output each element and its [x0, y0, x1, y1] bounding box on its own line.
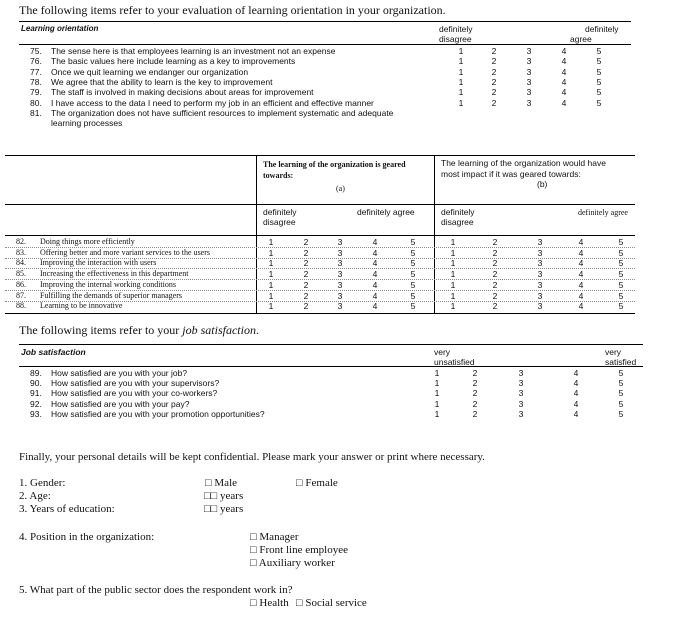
learning-left-anchor: definitely disagree [439, 24, 473, 44]
item-number: 80. [30, 97, 42, 108]
scale-option[interactable]: 4 [573, 388, 579, 399]
scale-option[interactable]: 3 [526, 76, 532, 87]
geared-a-left-anchor: definitely disagree [263, 207, 297, 227]
geared-col-b-header: The learning of the organization would have most impact if it was geared towards: [441, 158, 606, 179]
scale-option[interactable]: 2 [491, 56, 497, 67]
position-option-front-line[interactable]: □ Front line employee [250, 544, 348, 556]
female-option[interactable]: □ Female [296, 477, 338, 489]
scale-option-b[interactable]: 2 [492, 290, 498, 301]
scale-option-b[interactable]: 5 [618, 258, 624, 269]
scale-option[interactable]: 1 [434, 388, 440, 399]
item-text: Fulfilling the demands of superior managers [40, 290, 182, 300]
scale-option-a[interactable]: 4 [372, 258, 378, 269]
scale-option[interactable]: 5 [596, 66, 602, 77]
item-number: 91. [30, 388, 42, 399]
item-number: 87. [16, 290, 26, 300]
geared-top-rule [5, 155, 635, 156]
scale-option-a[interactable]: 5 [410, 301, 416, 312]
scale-option-b[interactable]: 5 [618, 269, 624, 280]
item-number: 77. [30, 66, 42, 77]
item-text-continued: learning processes [51, 117, 123, 128]
scale-option-b[interactable]: 1 [450, 290, 456, 301]
sector-option-social[interactable]: □ Social service [296, 597, 367, 609]
scale-option[interactable]: 2 [472, 378, 478, 389]
scale-option[interactable]: 5 [596, 87, 602, 98]
scale-option[interactable]: 4 [573, 378, 579, 389]
scale-option-a[interactable]: 2 [303, 301, 309, 312]
scale-option[interactable]: 3 [526, 97, 532, 108]
geared-bottom-rule [5, 313, 635, 314]
item-number: 79. [30, 87, 42, 98]
scale-option-a[interactable]: 5 [410, 269, 416, 280]
scale-option[interactable]: 4 [561, 87, 567, 98]
item-number: 75. [30, 46, 42, 56]
item-text: Improving the interaction with users [40, 258, 157, 268]
item-number: 81. [30, 107, 42, 118]
scale-option[interactable]: 1 [434, 408, 440, 419]
scale-option-a[interactable]: 4 [372, 279, 378, 290]
satisfaction-header-rule [19, 366, 643, 367]
scale-option-a[interactable]: 5 [410, 279, 416, 290]
scale-option-b[interactable]: 4 [578, 258, 584, 269]
scale-option-a[interactable]: 1 [268, 247, 274, 258]
item-text: How satisfied are you with your job? [51, 368, 188, 378]
learning-right-anchor-1: definitely [585, 24, 619, 34]
item-number: 85. [16, 269, 26, 279]
item-text: Once we quit learning we endanger our organization [51, 66, 249, 77]
scale-option[interactable]: 1 [458, 66, 464, 77]
scale-option-a[interactable]: 1 [268, 301, 274, 312]
scale-option[interactable]: 5 [596, 76, 602, 87]
scale-option-a[interactable]: 5 [410, 258, 416, 269]
item-text: How satisfied are you with your pay? [51, 398, 190, 409]
scale-option-b[interactable]: 3 [537, 290, 543, 301]
checkbox-icon[interactable]: □ [250, 557, 259, 569]
scale-option-a[interactable]: 4 [372, 290, 378, 301]
scale-option[interactable]: 2 [472, 408, 478, 419]
scale-option-b[interactable]: 1 [450, 258, 456, 269]
scale-option-a[interactable]: 1 [268, 290, 274, 301]
scale-option-a[interactable]: 4 [372, 269, 378, 280]
scale-option[interactable]: 3 [526, 87, 532, 98]
scale-option-a[interactable]: 1 [268, 279, 274, 290]
scale-option[interactable]: 2 [491, 97, 497, 108]
scale-option[interactable]: 4 [561, 97, 567, 108]
scale-option-a[interactable]: 3 [337, 247, 343, 258]
scale-option[interactable]: 4 [561, 46, 567, 56]
learning-header-rule [19, 44, 631, 45]
scale-option[interactable]: 4 [573, 368, 579, 378]
satisfaction-title: Job satisfaction [21, 347, 86, 357]
item-text: Improving the internal working conditions [40, 279, 176, 289]
scale-option[interactable]: 2 [491, 76, 497, 87]
scale-option[interactable]: 3 [518, 368, 524, 378]
item-number: 76. [30, 56, 42, 67]
scale-option-a[interactable]: 3 [337, 290, 343, 301]
learning-title: Learning orientation [21, 24, 99, 33]
scale-option[interactable]: 2 [472, 368, 478, 378]
item-text: The organization does not have sufficient resources to implement systematic and adequate [51, 107, 394, 118]
scale-option-a[interactable]: 3 [337, 301, 343, 312]
scale-option-a[interactable]: 3 [337, 237, 343, 247]
scale-option-b[interactable]: 2 [492, 247, 498, 258]
scale-option[interactable]: 3 [526, 56, 532, 67]
geared-col-a-header: The learning of the organization is geared towards: [263, 160, 406, 180]
scale-option-b[interactable]: 2 [492, 301, 498, 312]
sector-label: 5. What part of the public sector does the respondent work in? [19, 584, 293, 596]
scale-option[interactable]: 1 [458, 97, 464, 108]
scale-option[interactable]: 1 [434, 368, 440, 378]
scale-option-b[interactable]: 5 [618, 237, 624, 247]
scale-option-b[interactable]: 5 [618, 301, 624, 312]
scale-option[interactable]: 4 [561, 76, 567, 87]
scale-option[interactable]: 2 [491, 46, 497, 56]
geared-col-b-label: (b) [537, 179, 548, 189]
scale-option-b[interactable]: 4 [578, 279, 584, 290]
scale-option[interactable]: 2 [472, 398, 478, 409]
scale-option-b[interactable]: 5 [618, 247, 624, 258]
section-divider [19, 21, 631, 22]
scale-option-b[interactable]: 4 [578, 290, 584, 301]
education-field[interactable]: □□ years [204, 503, 244, 515]
scale-option[interactable]: 3 [518, 378, 524, 389]
learning-right-anchor-2: agree [570, 34, 592, 44]
scale-option[interactable]: 5 [596, 46, 602, 56]
scale-option[interactable]: 5 [618, 378, 624, 389]
scale-option-a[interactable]: 1 [268, 237, 274, 247]
scale-option-b[interactable]: 3 [537, 258, 543, 269]
scale-option[interactable]: 3 [526, 46, 532, 56]
scale-option[interactable]: 2 [491, 87, 497, 98]
scale-option[interactable]: 1 [458, 87, 464, 98]
item-text: The sense here is that employees learning is an investment not an expense [51, 46, 336, 56]
scale-option-b[interactable]: 2 [492, 237, 498, 247]
item-number: 90. [30, 378, 42, 389]
gender-label: 1. Gender: [19, 477, 66, 489]
satisfaction-left-anchor: very unsatisfied [434, 347, 475, 367]
scale-option-a[interactable]: 2 [303, 247, 309, 258]
item-number: 84. [16, 258, 26, 268]
checkbox-icon[interactable]: □ [250, 544, 260, 556]
item-text: I have access to the data I need to perform my job in an efficient and effective manner [51, 97, 374, 108]
item-text: Learning to be innovative [40, 301, 123, 311]
item-text: Increasing the effectiveness in this department [40, 269, 189, 279]
scale-option[interactable]: 4 [573, 398, 579, 409]
scale-option-a[interactable]: 1 [268, 258, 274, 269]
scale-option-a[interactable]: 2 [303, 290, 309, 301]
scale-option-b[interactable]: 1 [450, 301, 456, 312]
item-text: We agree that the ability to learn is the key to improvement [51, 76, 273, 87]
geared-mid-rule [5, 204, 635, 205]
checkbox-icon[interactable]: □ [296, 597, 306, 609]
item-number: 83. [16, 247, 26, 257]
scale-option-a[interactable]: 4 [372, 247, 378, 258]
scale-option[interactable]: 5 [618, 388, 624, 399]
scale-option-a[interactable]: 2 [303, 279, 309, 290]
item-text: How satisfied are you with your promotion opportunities? [51, 408, 265, 419]
item-text: How satisfied are you with your supervisors? [51, 378, 220, 389]
scale-option[interactable]: 3 [518, 388, 524, 399]
scale-option-b[interactable]: 1 [450, 247, 456, 258]
scale-option-a[interactable]: 2 [303, 258, 309, 269]
scale-option[interactable]: 5 [618, 368, 624, 378]
scale-option-b[interactable]: 2 [492, 269, 498, 280]
item-text: Doing things more efficiently [40, 237, 135, 246]
age-label: 2. Age: [19, 490, 51, 502]
geared-header-rule [5, 235, 635, 236]
position-option-manager[interactable]: □ Manager [250, 531, 299, 543]
scale-option[interactable]: 5 [596, 97, 602, 108]
position-option-auxiliary[interactable]: □ Auxiliary worker [250, 557, 335, 569]
satisfaction-top-rule [19, 344, 643, 345]
scale-option[interactable]: 2 [491, 66, 497, 77]
checkbox-icon[interactable]: □ [205, 477, 215, 489]
item-text: The basic values here include learning as a key to improvements [51, 56, 296, 67]
scale-option[interactable]: 1 [458, 76, 464, 87]
scale-option[interactable]: 1 [458, 46, 464, 56]
scale-option[interactable]: 1 [434, 398, 440, 409]
scale-option-b[interactable]: 2 [492, 258, 498, 269]
sector-option-health[interactable]: □ Health [250, 597, 289, 609]
scale-option-a[interactable]: 2 [303, 269, 309, 280]
scale-option[interactable]: 3 [518, 408, 524, 419]
item-text: Offering better and more variant services to the users [40, 247, 211, 257]
item-number: 92. [30, 398, 42, 409]
scale-option-a[interactable]: 1 [268, 269, 274, 280]
item-number: 82. [16, 237, 26, 246]
geared-col-a-label: (a) [336, 184, 345, 193]
geared-a-right-anchor: definitely agree [357, 207, 415, 217]
geared-b-left-anchor: definitely disagree [441, 207, 475, 227]
scale-option[interactable]: 4 [573, 408, 579, 419]
scale-option[interactable]: 5 [596, 56, 602, 67]
scale-option-b[interactable]: 4 [578, 269, 584, 280]
scale-option-b[interactable]: 3 [537, 301, 543, 312]
scale-option-b[interactable]: 3 [537, 269, 543, 280]
scale-option-a[interactable]: 5 [410, 290, 416, 301]
satisfaction-right-anchor: very satisfied [605, 347, 637, 367]
personal-intro: Finally, your personal details will be kept confidential. Please mark your answer or print where necessary. [19, 451, 485, 463]
scale-option[interactable]: 1 [458, 56, 464, 67]
scale-option-b[interactable]: 5 [618, 290, 624, 301]
item-number: 86. [16, 279, 26, 289]
scale-option-b[interactable]: 1 [450, 269, 456, 280]
item-number: 78. [30, 76, 42, 87]
scale-option[interactable]: 3 [526, 66, 532, 77]
scale-option-a[interactable]: 3 [337, 279, 343, 290]
checkbox-icon[interactable]: □ [250, 531, 260, 543]
age-field[interactable]: □□ years [204, 490, 244, 502]
position-label: 4. Position in the organization: [19, 531, 155, 543]
item-text: The staff is involved in making decisions about areas for improvement [51, 87, 314, 98]
scale-option-a[interactable]: 5 [410, 237, 416, 247]
satisfaction-intro: The following items refer to your job satisfaction. [19, 323, 259, 337]
scale-option-b[interactable]: 1 [450, 279, 456, 290]
geared-b-right-anchor: definitely agree [578, 208, 628, 217]
scale-option-a[interactable]: 4 [372, 301, 378, 312]
checkbox-icon[interactable]: □ [250, 597, 260, 609]
input-box-icon[interactable]: □□ [204, 503, 221, 515]
scale-option[interactable]: 1 [434, 378, 440, 389]
scale-option-b[interactable]: 4 [578, 247, 584, 258]
scale-option[interactable]: 5 [618, 408, 624, 419]
item-text: How satisfied are you with your co-workers? [51, 388, 218, 399]
scale-option-a[interactable]: 4 [372, 237, 378, 247]
scale-option[interactable]: 4 [561, 56, 567, 67]
scale-option[interactable]: 4 [561, 66, 567, 77]
scale-option-a[interactable]: 3 [337, 258, 343, 269]
input-box-icon[interactable]: □□ [204, 490, 221, 502]
scale-option[interactable]: 2 [472, 388, 478, 399]
scale-option-b[interactable]: 1 [450, 237, 456, 247]
scale-option-b[interactable]: 4 [578, 237, 584, 247]
scale-option-a[interactable]: 3 [337, 269, 343, 280]
scale-option-b[interactable]: 3 [537, 279, 543, 290]
scale-option-b[interactable]: 3 [537, 237, 543, 247]
item-number: 88. [16, 301, 26, 311]
checkbox-icon[interactable]: □ [296, 477, 306, 489]
item-number: 93. [30, 408, 42, 419]
scale-option-a[interactable]: 5 [410, 247, 416, 258]
scale-option-a[interactable]: 2 [303, 237, 309, 247]
learning-intro: The following items refer to your evaluation of learning orientation in your organization. [19, 3, 446, 17]
education-label: 3. Years of education: [19, 503, 115, 515]
scale-option-b[interactable]: 2 [492, 279, 498, 290]
item-number: 89. [30, 368, 42, 378]
scale-option[interactable]: 3 [518, 398, 524, 409]
scale-option-b[interactable]: 4 [578, 301, 584, 312]
scale-option[interactable]: 5 [618, 398, 624, 409]
scale-option-b[interactable]: 3 [537, 247, 543, 258]
male-option[interactable]: □ Male [205, 477, 238, 489]
scale-option-b[interactable]: 5 [618, 279, 624, 290]
